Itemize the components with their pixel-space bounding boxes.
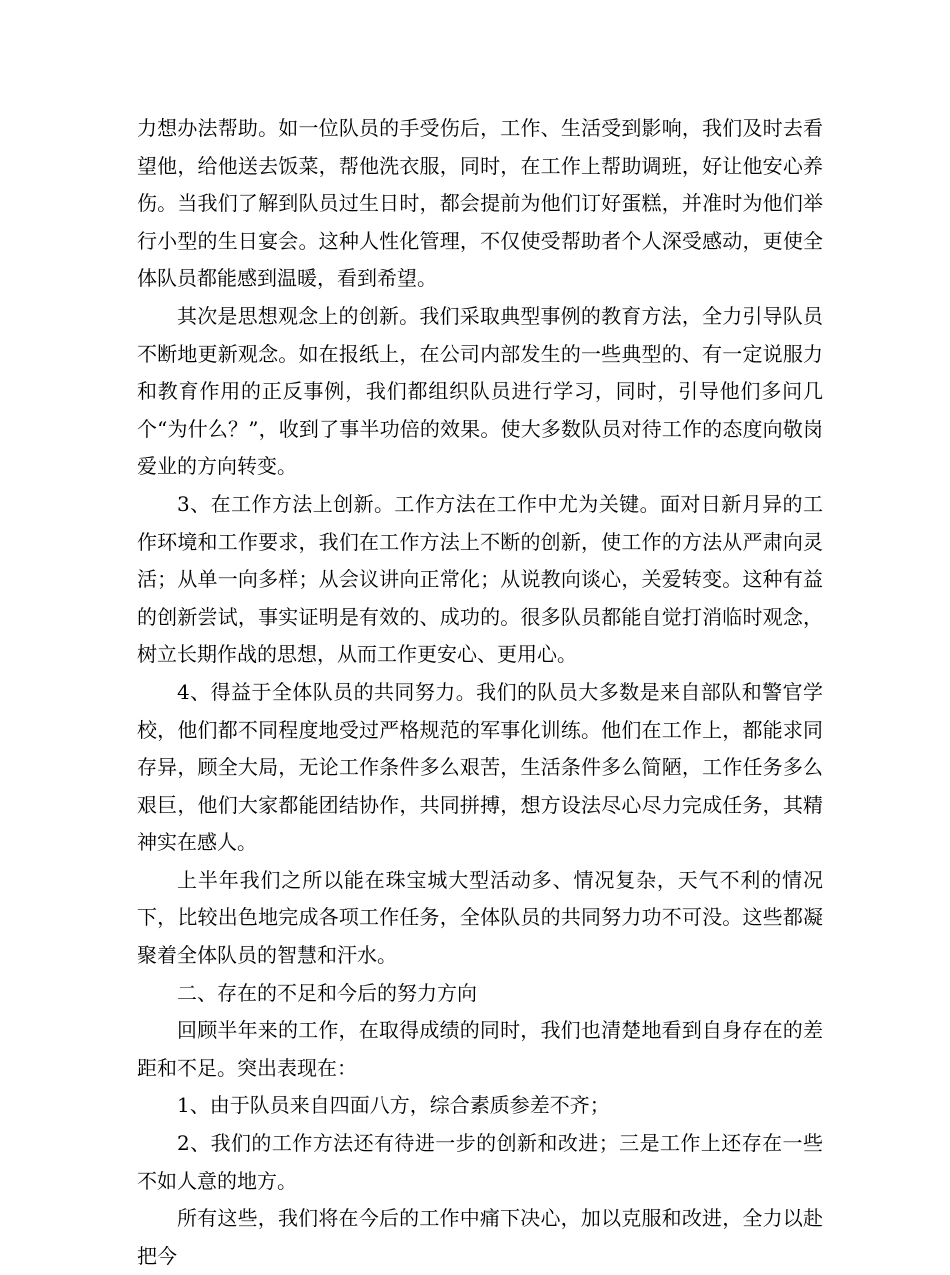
paragraph-4: 4、得益于全体队员的共同努力。我们的队员大多数是来自部队和警官学校，他们都不同程度地受过严格规范的军事化训练。他们在工作上，都能求同存异，顾全大局，无论工作条件多么艰苦，生活条件多么简陋，工作任务多么艰巨，他们大家都能团结协作，共同拼搏，想方设法尽心尽力完成任务，其精神实在感人。: [137, 679, 823, 855]
paragraph-1: 力想办法帮助。如一位队员的手受伤后，工作、生活受到影响，我们及时去看望他，给他送去饭菜，帮他洗衣服，同时，在工作上帮助调班，好让他安心养伤。当我们了解到队员过生日时，都会提前为他们订好蛋糕，并准时为他们举行小型的生日宴会。这种人性化管理，不仅使受帮助者个人深受感动，更使全体队员都能感到温暖，看到希望。: [137, 116, 823, 291]
paragraph-3: 3、在工作方法上创新。工作方法在工作中尤为关键。面对日新月异的工作环境和工作要求，我们在工作方法上不断的创新，使工作的方法从严肃向灵活；从单一向多样；从会议讲向正常化；从说教向谈心，关爱转变。这种有益的创新尝试，事实证明是有效的、成功的。很多队员都能自觉打消临时观念，树立长期作战的思想，从而工作更安心、更用心。: [137, 491, 823, 667]
paragraph-7: 回顾半年来的工作，在取得成绩的同时，我们也清楚地看到自身存在的差距和不足。突出表现在：: [137, 1018, 823, 1080]
list-item-1: 1、由于队员来自四面八方，综合素质参差不齐；: [177, 1093, 610, 1118]
paragraph-2: 其次是思想观念上的创新。我们采取典型事例的教育方法，全力引导队员不断地更新观念。如在报纸上，在公司内部发生的一些典型的、有一定说服力和教育作用的正反事例，我们都组织队员进行学习，同时，引导他们多问几个“为什么？”，收到了事半功倍的效果。使大多数队员对待工作的态度向敬岗爱业的方向转变。: [137, 303, 823, 479]
document-page: [137, 110, 823, 1275]
list-item-2: 2、我们的工作方法还有待进一步的创新和改进；三是工作上还存在一些不如人意的地方。: [137, 1131, 823, 1193]
paragraph-5: 上半年我们之所以能在珠宝城大型活动多、情况复杂，天气不利的情况下，比较出色地完成各项工作任务，全体队员的共同努力功不可没。这些都凝聚着全体队员的智慧和汗水。: [137, 867, 823, 968]
section-heading: 二、存在的不足和今后的努力方向: [177, 980, 477, 1005]
paragraph-10: 所有这些，我们将在今后的工作中痛下决心，加以克服和改进，全力以赴把今: [137, 1206, 823, 1268]
